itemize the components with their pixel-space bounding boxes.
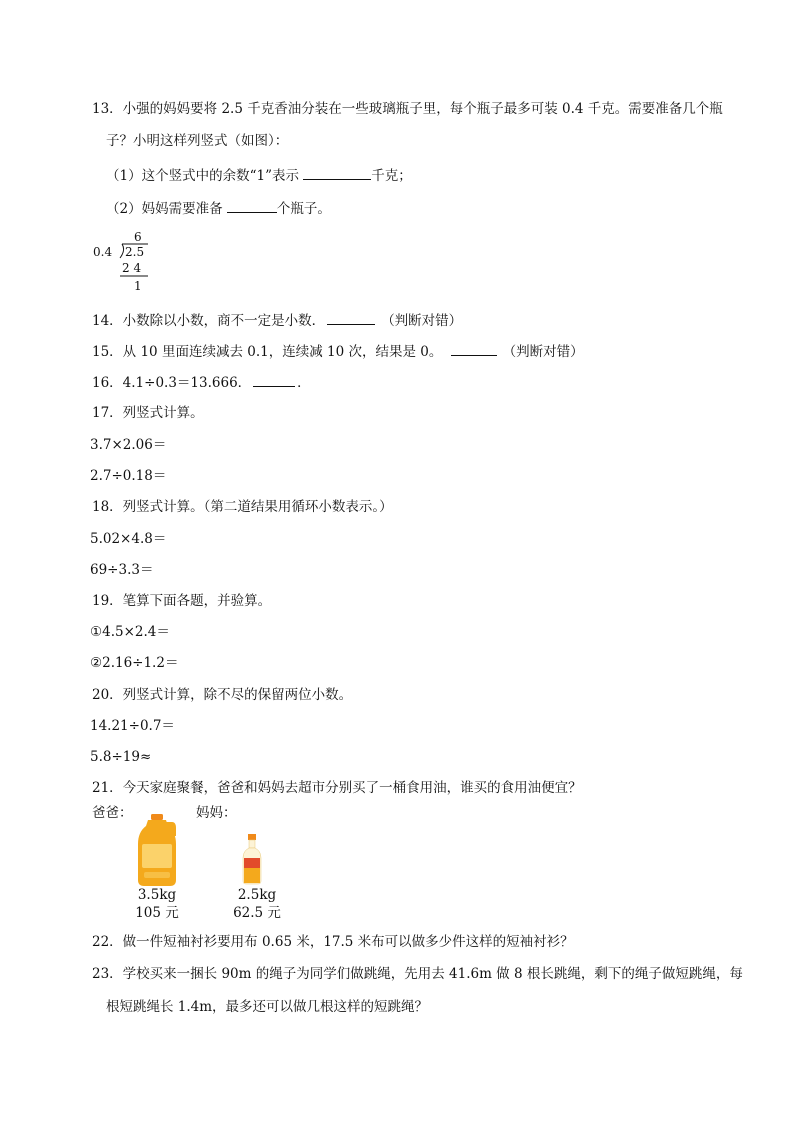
division-bracket: [120, 244, 124, 258]
division-divisor: 0.4: [93, 245, 113, 259]
q21-dad-price: 105 元: [135, 905, 179, 921]
q20-item-1: 14.21÷0.7＝: [90, 718, 175, 734]
long-division-figure: [86, 228, 156, 298]
q14-answer-blank[interactable]: [327, 310, 375, 325]
q17-title: 17．列竖式计算。: [92, 405, 204, 421]
q13-sub1-text: （1）这个竖式中的余数“1”表示: [106, 168, 304, 184]
q16-text: 16．4.1÷0.3＝13.666．: [92, 375, 252, 391]
division-dividend: 2.5: [125, 245, 145, 259]
division-quotient: 6: [134, 230, 142, 244]
q14-hint: （判断对错）: [381, 313, 463, 329]
q22: 22．做一件短袖衬衫要用布 0.65 米，17.5 米布可以做多少件这样的短袖衬衫？: [92, 934, 574, 950]
q15: [92, 341, 584, 361]
q16: [92, 372, 311, 392]
jug-label: [142, 844, 172, 868]
q21-title: 21．今天家庭聚餐，爸爸和妈妈去超市分别买了一桶食用油，谁买的食用油便宜？: [92, 780, 582, 796]
q17-item-1: 3.7×2.06＝: [90, 437, 167, 453]
q16-answer-blank[interactable]: [253, 372, 295, 387]
q21-mom-price: 62.5 元: [233, 905, 281, 921]
q13-sub1: [106, 165, 412, 185]
q13-sub1-unit: 千克；: [371, 168, 412, 184]
jug-cap: [151, 814, 163, 820]
big-oil-jug-icon: [136, 814, 180, 886]
division-product: 2 4: [122, 261, 142, 275]
q13-sub2-unit: 个瓶子。: [276, 201, 331, 217]
q13-line2: 子？小明这样列竖式（如图）：: [106, 133, 289, 149]
q15-text: 15．从 10 里面连续减去 0.1，连续减 10 次，结果是 0。: [92, 344, 447, 360]
q20-item-2: 5.8÷19≈: [90, 749, 152, 765]
q23-line2: 根短跳绳长 1.4m，最多还可以做几根这样的短跳绳？: [106, 999, 429, 1015]
q19-title: 19．笔算下面各题，并验算。: [92, 593, 272, 609]
q13-sub1-answer-blank[interactable]: [303, 165, 371, 180]
q18-item-2: 69÷3.3＝: [90, 562, 154, 578]
q15-hint: （判断对错）: [502, 344, 584, 360]
q14-text: 14．小数除以小数，商不一定是小数．: [92, 313, 326, 329]
q20-title: 20．列竖式计算，除不尽的保留两位小数。: [92, 687, 353, 703]
q19-item-1: ①4.5×2.4＝: [90, 624, 170, 640]
q19-item-2: ②2.16÷1.2＝: [90, 655, 179, 671]
bottle-oil: [244, 868, 260, 883]
q14: [92, 310, 462, 330]
q23-line1: 23．学校买来一捆长 90m 的绳子为同学们做跳绳，先用去 41.6m 做 8 根长跳绳，剩下的绳子做短跳绳，每: [92, 966, 743, 982]
q17-item-2: 2.7÷0.18＝: [90, 468, 167, 484]
bottle-cap: [248, 834, 256, 840]
q21-mom-weight: 2.5kg: [237, 887, 277, 903]
q18-item-1: 5.02×4.8＝: [90, 531, 167, 547]
division-remainder: 1: [134, 279, 142, 293]
small-oil-bottle-icon: [241, 834, 263, 884]
bottle-neck: [249, 840, 255, 848]
q13-line1: 13．小强的妈妈要将 2.5 千克香油分装在一些玻璃瓶子里，每个瓶子最多可装 0.4 千克。需要准备几个瓶: [92, 101, 723, 117]
q21-mom-label: 妈妈：: [196, 805, 237, 821]
q21-dad-label: 爸爸：: [92, 805, 133, 821]
q13-sub2: [106, 198, 331, 218]
bottle-label: [244, 858, 260, 868]
q15-answer-blank[interactable]: [451, 341, 497, 356]
q21-dad-weight: 3.5kg: [137, 887, 177, 903]
q16-end: ．: [297, 375, 311, 391]
jug-highlight: [144, 872, 170, 878]
q13-sub2-answer-blank[interactable]: [227, 198, 277, 213]
q18-title: 18．列竖式计算。（第二道结果用循环小数表示。）: [92, 499, 393, 515]
q13-sub2-text: （2）妈妈需要准备: [106, 201, 227, 217]
